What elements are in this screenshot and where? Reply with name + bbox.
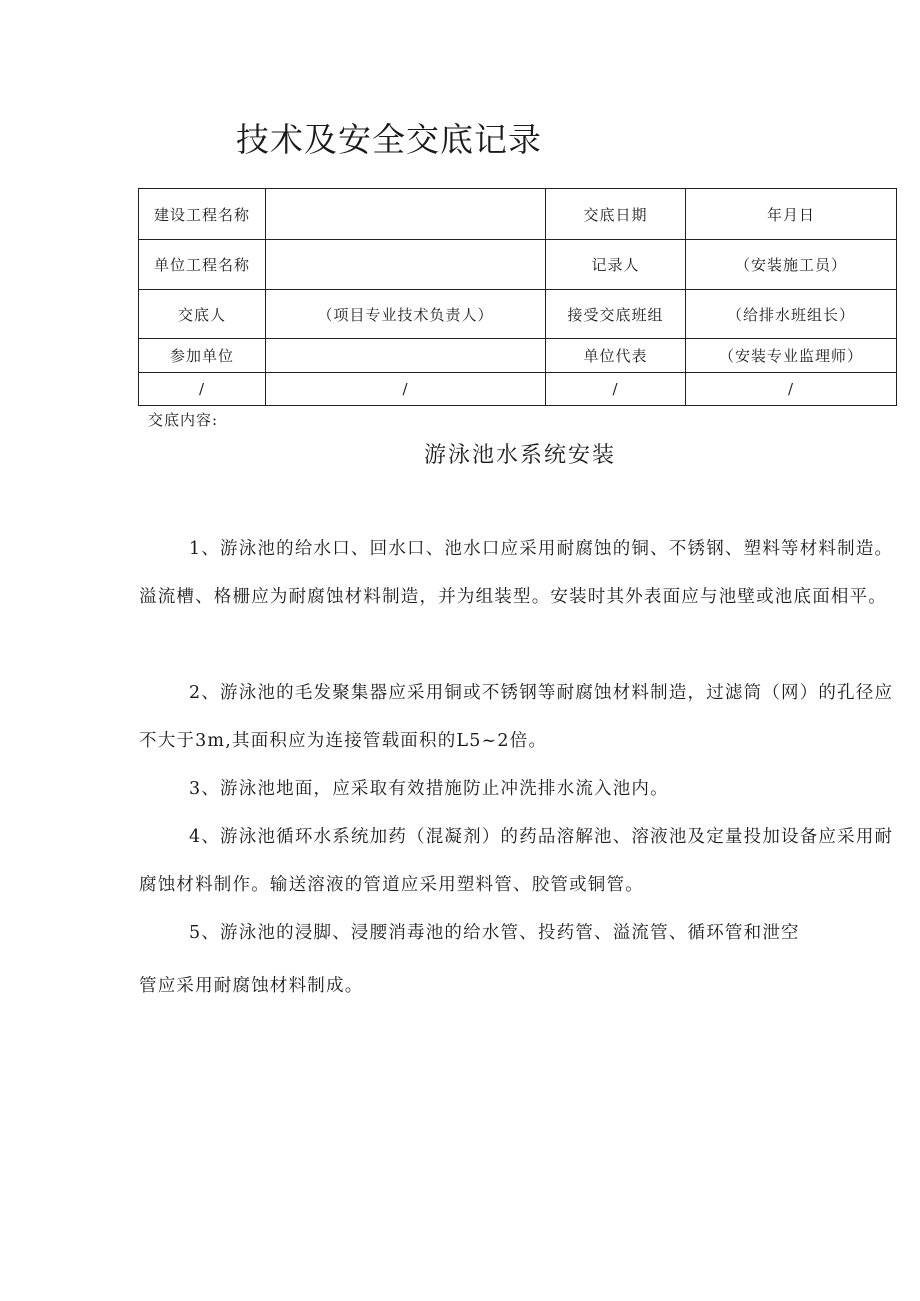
slash-cell: /: [139, 373, 266, 406]
representative-value[interactable]: （安装专业监理师）: [686, 339, 897, 373]
slash-cell: /: [546, 373, 686, 406]
receiving-team-value[interactable]: （给排水班组长）: [686, 290, 897, 339]
participant-label: 参加单位: [139, 339, 266, 373]
date-label: 交底日期: [546, 189, 686, 240]
receiving-team-label: 接受交底班组: [546, 290, 686, 339]
representative-label: 单位代表: [546, 339, 686, 373]
paragraph-4: 4、游泳池循环水系统加药（混凝剂）的药品溶解池、溶液池及定量投加设备应采用耐腐蚀材料制作。输送溶液的管道应采用塑料管、胶管或铜管。: [139, 827, 894, 895]
document-title: 技术及安全交底记录: [236, 120, 542, 159]
form-row-project: [139, 189, 897, 240]
form-row-slashes: [139, 373, 897, 406]
form-row-presenter: [139, 290, 897, 339]
form-row-unit: [139, 240, 897, 290]
unit-name-label: 单位工程名称: [139, 240, 266, 290]
project-name-label: 建设工程名称: [139, 189, 266, 240]
recorder-label: 记录人: [546, 240, 686, 290]
participant-value[interactable]: [266, 339, 546, 373]
paragraph-2: 2、游泳池的毛发聚集器应采用铜或不锈钢等耐腐蚀材料制造，过滤筒（网）的孔径应不大于3m,其面积应为连接管载面积的L5~2倍。: [139, 683, 894, 751]
project-name-value[interactable]: [266, 189, 546, 240]
presenter-label: 交底人: [139, 290, 266, 339]
section-subtitle: 游泳池水系统安装: [423, 443, 616, 468]
content-label: 交底内容:: [148, 411, 219, 429]
form-row-participant: [139, 339, 897, 373]
unit-name-value[interactable]: [266, 240, 546, 290]
presenter-value[interactable]: （项目专业技术负责人）: [266, 290, 546, 339]
paragraph-5-continuation: 管应采用耐腐蚀材料制成。: [139, 976, 364, 996]
slash-cell: /: [686, 373, 897, 406]
recorder-value[interactable]: （安装施工员）: [686, 240, 897, 290]
paragraph-1: 1、游泳池的给水口、回水口、池水口应采用耐腐蚀的铜、不锈钢、塑料等材料制造。溢流槽、格栅应为耐腐蚀材料制造，并为组装型。安装时其外表面应与池壁或池底面相平。: [139, 539, 894, 607]
disclosure-form-table: [138, 188, 897, 406]
date-value[interactable]: 年月日: [686, 189, 897, 240]
paragraph-3: 3、游泳池地面，应采取有效措施防止冲洗排水流入池内。: [189, 779, 669, 799]
paragraph-5: 5、游泳池的浸脚、浸腰消毒池的给水管、投药管、溢流管、循环管和泄空: [189, 923, 800, 943]
slash-cell: /: [266, 373, 546, 406]
